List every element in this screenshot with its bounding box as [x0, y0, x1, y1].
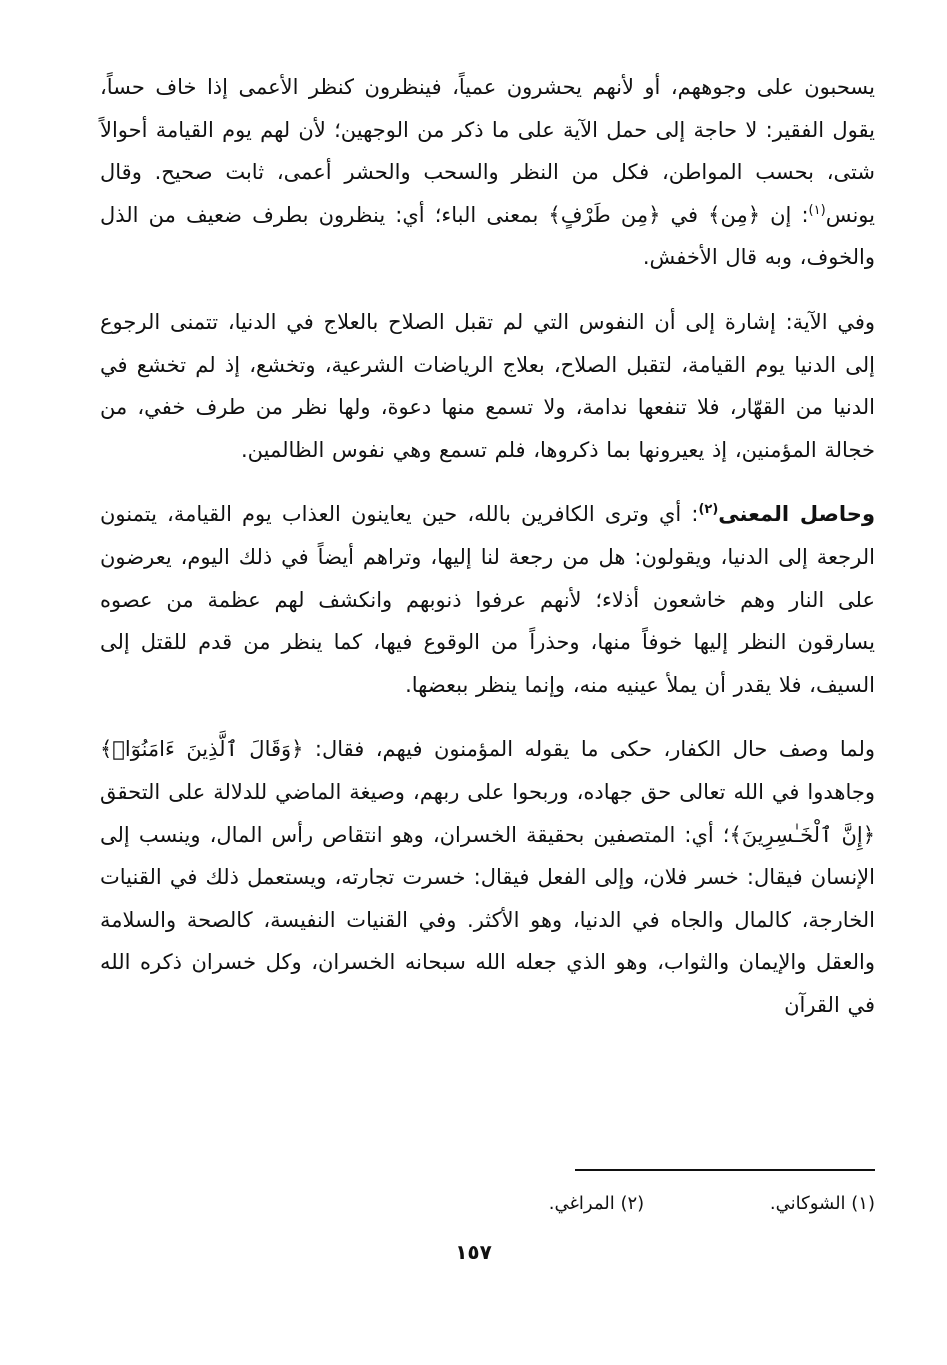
footnote-marker-1: (١)	[808, 202, 826, 218]
paragraph-3-text: : أي وترى الكافرين بالله، حين يعاينون العذاب يوم القيامة، يتمنون الرجعة إلى الدنيا، ويقولون: هل من رجعة لنا إليها، وتراهم أيضاً في ذلك اليوم، يعرضون على النار وهم خاشعون أذلاء؛ لأنهم عرفوا ذنوبهم وانكشف لهم عظمة من عصوه يسارقون النظر إليها خوفاً منها، وحذراً من الوقوع فيها، كما ينظر من قدم للقتل إلى السيف، فلا يقدر أن يملأ عينيه منه، وإنما ينظر ببعضها.	[100, 502, 875, 697]
footnote-1: (١) الشوكاني.	[769, 1193, 875, 1214]
paragraph-2-text: وفي الآية: إشارة إلى أن النفوس التي لم تقبل الصلاح بالعلاج في الدنيا، تتمنى الرجوع إلى الدنيا يوم القيامة، لتقبل الصلاح، بعلاج الرياضات الشرعية، وتخشع، إذ لم تخشع في الدنيا من القهّار، فلا تنفعها ندامة، ولا تسمع منها دعوة، ولها نظر من طرف خفي، من خجالة المؤمنين، إذ يعيرونها بما ذكروها، فلم تسمع وهي نفوس الظالمين.	[100, 309, 875, 462]
page-number: ١٥٧	[455, 1240, 492, 1264]
paragraph-3	[100, 493, 875, 706]
paragraph-1-text: يسحبون على وجوههم، أو لأنهم يحشرون عمياً، فينظرون كنظر الأعمى إذا خاف حساً، يقول الفقير: لا حاجة إلى حمل الآية على ما ذكر من الوجهين؛ لأن لهم يوم القيامة أحوالاً شتى، بحسب المواطن، فكل من النظر والسحب والحشر أعمى، ثابت صحيح. وقال يونس	[100, 75, 875, 227]
footnotes	[100, 1190, 875, 1218]
footnote-marker-2: (٢)	[698, 502, 719, 518]
footnote-separator	[575, 1169, 875, 1171]
paragraph-4-text: ولما وصف حال الكفار، حكى ما يقوله المؤمنون فيهم، فقال: ﴿وَقَالَ ٱلَّذِينَ ءَامَنُوٓا۟﴾ وجاهدوا في الله تعالى حق جهاده، وربحوا على ربهم، وصيغة الماضي للدلالة على التحقق ﴿إِنَّ ٱلْخَـٰسِرِينَ﴾؛ أي: المتصفين بحقيقة الخسران، وهو انتقاص رأس المال، وينسب إلى الإنسان فيقال: خسر فلان، وإلى الفعل فيقال: خسرت تجارته، ويستعمل ذلك في القنيات الخارجة، كالمال والجاه في الدنيا، وهو الأكثر. وفي القنيات النفيسة، كالصحة والسلامة والعقل والإيمان والثواب، وهو الذي جعله الله سبحانه الخسران، وكل خسران ذكره الله في القرآن	[100, 737, 875, 1017]
paragraph-4	[100, 728, 875, 1026]
paragraph-1-text-continued: : إن ﴿مِن﴾ في ﴿مِن طَرْفٍ﴾ بمعنى الباء؛ أي: ينظرون بطرف ضعيف من الذل والخوف، وبه قال الأخفش.	[100, 202, 875, 270]
footnote-2: (٢) المراغي.	[548, 1193, 645, 1214]
paragraph-1	[100, 66, 875, 279]
paragraph-3-lead: وحاصل المعنى	[718, 502, 875, 527]
paragraph-2	[100, 301, 875, 471]
